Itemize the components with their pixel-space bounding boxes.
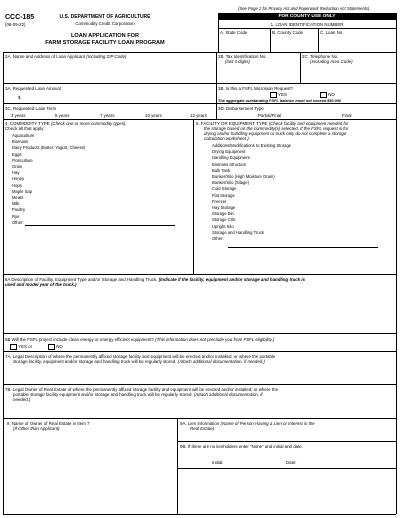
lien-9a-note: Real Estate)	[190, 426, 215, 431]
form-date: (06-09-22)	[5, 22, 26, 27]
form-id: CCC-185	[5, 14, 35, 21]
loan-id-label: 1. LOAN IDENTIFICATION NUMBER	[270, 22, 344, 27]
facility-note-3: drying and/or handling equipment or truck only do not complete a storage	[204, 131, 347, 136]
initial-label: Initial:	[212, 460, 224, 465]
initial-field[interactable]	[228, 458, 278, 465]
facility-truck[interactable]: Storage and Handling Truck	[212, 229, 264, 235]
commodity-floriculture[interactable]: Floriculture	[12, 157, 33, 163]
term-12-years[interactable]: 12 years	[190, 113, 207, 118]
name-address-label: 2A. Name and Address of Loan Applicant (Including ZIP Code)	[5, 54, 127, 59]
loan-term-label: 3C. Requested Loan Term	[5, 106, 57, 111]
facility-bunker-silage[interactable]: Bunker/Silo (Silage)	[212, 180, 250, 186]
term-3-years[interactable]: 3 years	[11, 113, 26, 118]
legal-owner-7b-line2: portable storage facility equipment and/or storage and handling truck will be regularly stored. (Attach additional documentation, if	[13, 392, 263, 397]
facility-list	[212, 143, 291, 242]
commodity-milk[interactable]: Milk	[12, 201, 20, 207]
facility-storage-crib[interactable]: Storage Crib	[212, 217, 236, 223]
legal-owner-7b-line1: 7B. Legal Owner of Real Estate of where the permanently affixed storage facility and equipment will be erected and/or installed; or where the	[5, 387, 279, 392]
county-code-field[interactable]: B. County Code	[272, 30, 303, 35]
disbursement-label: 3D. Disbursement Type	[218, 106, 264, 111]
clean-energy-yes-option[interactable]: YES or	[10, 344, 32, 350]
description-6a-note: used and model year of the truck.)	[5, 282, 77, 287]
loan-amount-field[interactable]	[25, 92, 215, 101]
description-6a-label: 6A Description of Facility, Equipment Type and/or Storage and Handling Truck. (Indicate if the facility, equipment and/or storage and handling truck is	[5, 277, 306, 282]
legal-owner-7b-field[interactable]	[4, 403, 395, 417]
facility-cold-storage[interactable]: Cold Storage	[212, 186, 237, 192]
facility-bulk-tank[interactable]: Bulk Tank	[212, 167, 231, 173]
commodity-maple-sap[interactable]: Maple Sap	[12, 188, 33, 194]
legal-description-7a-field[interactable]	[4, 365, 395, 383]
commodity-list	[12, 133, 85, 226]
privacy-note: (See Page 2 for Privacy Act and Paperwork Reduction Act Statements)	[238, 6, 370, 11]
commodity-check-all: Check all that apply:	[5, 126, 45, 131]
form-title-line2: FARM STORAGE FACILITY LOAN PROGRAM	[45, 40, 165, 46]
term-10-years[interactable]: 10 years	[145, 113, 162, 118]
facility-drying-equipment[interactable]: Drying Equipment	[212, 149, 246, 155]
commodity-other[interactable]: Other:	[12, 219, 24, 225]
agency: Commodity Credit Corporation	[75, 21, 135, 26]
commodity-grain[interactable]: Grain	[12, 164, 23, 170]
clean-energy-6b-label: 6B Will the FSFL project include clean energy or energy efficient equipment? (This information does not preclude you from FSFL eligibility.)	[5, 337, 275, 342]
commodity-type-label: 4. COMMODITY TYPE (Check one or more commodity types).	[5, 121, 127, 126]
dollar-sign: $	[18, 95, 21, 100]
facility-note-2: the storage based on the commodity(s) selected. If the FSFL request is for	[204, 126, 349, 131]
facility-other[interactable]: Other:	[212, 236, 224, 242]
no-lienholders-9b-label: 9B. If there are no lienholders enter "None" and initial and date.	[180, 444, 303, 449]
commodity-eggs[interactable]: Eggs	[12, 151, 22, 157]
date-field[interactable]	[300, 458, 380, 465]
disbursement-final[interactable]: Final	[342, 113, 352, 118]
microloan-no-option[interactable]: NO	[320, 92, 335, 98]
form-title-line1: LOAN APPLICATION FOR	[70, 33, 140, 39]
telephone-label: 2C. Telephone No.	[302, 54, 339, 59]
description-6a-field[interactable]	[4, 288, 395, 332]
commodity-meats[interactable]: Meats	[12, 195, 24, 201]
lien-9a-label: 9A. Lien Information (Name of Person Having a Lien or Interest in the	[180, 421, 315, 426]
lien-9a-field[interactable]	[178, 432, 395, 440]
loan-amount-label: 3A. Requested Loan Amount	[5, 86, 62, 91]
facility-upright-silo[interactable]: Upright Silo	[212, 223, 234, 229]
disbursement-partial-final[interactable]: Partial/Final	[258, 113, 282, 118]
department: U.S. DEPARTMENT OF AGRICULTURE	[59, 14, 151, 20]
legal-description-7a-line2: storage facility, equipment and/or storage and handling truck will be regularly stored. (Attach additional documentation, if needed.)	[13, 359, 265, 364]
facility-bunker-grain[interactable]: Bunker/Silo (High Moisture Grain)	[212, 174, 275, 180]
owner-8-note: (If Other than Applicant)	[13, 426, 60, 431]
facility-storage-bin[interactable]: Storage Bin	[212, 211, 234, 217]
state-code-field[interactable]: A. State Code	[220, 30, 248, 35]
facility-biomass-structure[interactable]: Biomass Structure	[212, 161, 247, 167]
telephone-field[interactable]	[301, 64, 395, 82]
legal-owner-7b-note: needed.)	[13, 397, 31, 402]
commodity-hay[interactable]: Hay	[12, 170, 20, 176]
commodity-biomass[interactable]: Biomass	[12, 139, 29, 145]
owner-8-field[interactable]	[4, 432, 176, 512]
county-use-header: FOR COUNTY USE ONLY	[218, 13, 396, 20]
term-5-years[interactable]: 5 years	[55, 113, 70, 118]
clean-energy-no-option[interactable]: NO	[48, 344, 63, 350]
microloan-yes-option[interactable]: YES	[270, 92, 287, 98]
tax-id-note: (last 4 digits)	[225, 59, 250, 64]
term-7-years[interactable]: 7 years	[100, 113, 115, 118]
facility-handling-equipment[interactable]: Handling Equipment	[212, 155, 250, 161]
loan-no-field[interactable]: C. Loan No.	[320, 30, 344, 35]
facility-freezer[interactable]: Freezer	[212, 198, 227, 204]
tax-id-label: 2B. Tax Identification No.	[218, 54, 267, 59]
name-address-field[interactable]	[4, 60, 216, 82]
facility-hay-storage[interactable]: Hay Storage	[212, 205, 236, 211]
facility-additions[interactable]: Additions/Modifications to Existing Storage	[212, 143, 292, 148]
clean-energy-yes-checkbox[interactable]	[10, 344, 17, 350]
commodity-hops[interactable]: Hops	[12, 182, 22, 188]
microloan-note: The aggregate outstanding FSFL balance must not exceed $50,000	[218, 98, 342, 103]
telephone-note: (Including Area Code)	[310, 59, 353, 64]
legal-description-7a-line1: 7A. Legal Description of where the permanently affixed storage facility and equipment will be erected and/or installed; or where the portable	[5, 354, 276, 359]
facility-type-label: 5. FACILITY OR EQUIPMENT TYPE (Check facility and equipment needed for	[196, 121, 349, 126]
microloan-label: 3B. Is this a FSFL Microloan Request?	[218, 86, 293, 91]
commodity-rye[interactable]: Rye	[12, 213, 20, 219]
commodity-poultry[interactable]: Poultry	[12, 207, 26, 213]
facility-note-4: calculation worksheet.)	[204, 136, 249, 141]
tax-id-field[interactable]	[217, 64, 299, 82]
commodity-honey[interactable]: Honey	[12, 176, 25, 182]
commodity-dairy[interactable]: Dairy Products (Butter, Yogurt, Cheese)	[12, 145, 86, 151]
facility-flat-storage[interactable]: Flat Storage	[212, 192, 235, 198]
clean-energy-no-checkbox[interactable]	[48, 344, 55, 350]
date-label: Date:	[286, 460, 297, 465]
owner-8-label: 8. Name of Owner of Real Estate in Item 7	[7, 421, 90, 426]
commodity-aquaculture[interactable]: Aquaculture	[12, 133, 35, 138]
